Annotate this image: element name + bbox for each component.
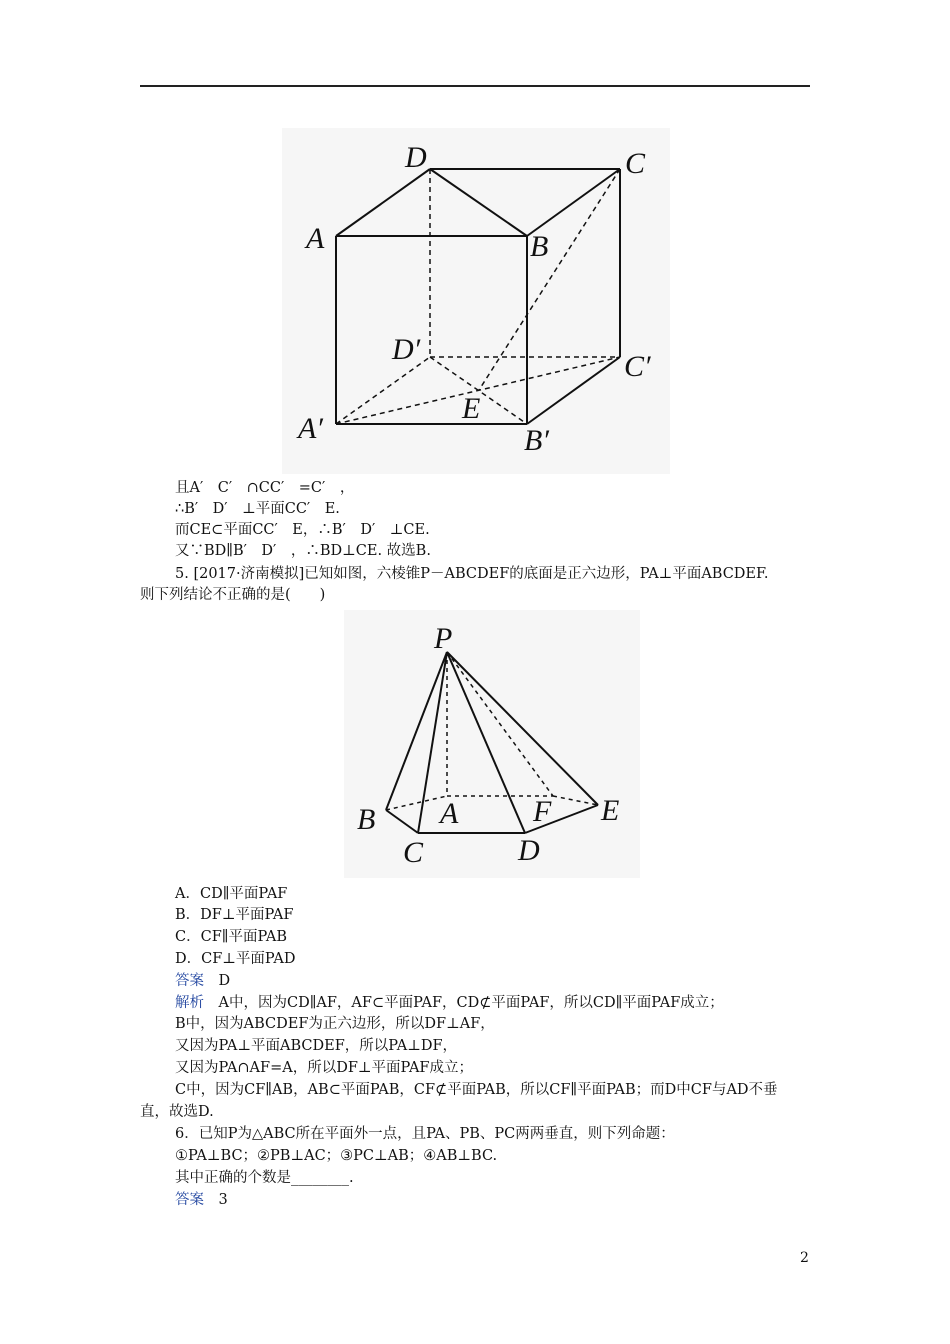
answer-label: 答案 <box>175 973 204 989</box>
cube-figure <box>282 128 670 474</box>
label-B: B <box>357 803 376 836</box>
label-P: P <box>434 622 453 655</box>
solution-line-4: 又∵BD∥B′ D′ ，∴BD⊥CE. 故选B. <box>175 543 431 559</box>
answer-label: 答案 <box>175 1192 204 1208</box>
question-5-line-1: 5. [2017·济南模拟]已知如图，六棱锥P－ABCDEF的底面是正六边形，PA⊥平面ABCDEF. <box>175 566 769 582</box>
question-6-line-2: ①PA⊥BC；②PB⊥AC；③PC⊥AB；④AB⊥BC. <box>175 1148 498 1164</box>
solution-line-1: 且A′ C′ ∩CC′ =C′ ， <box>175 480 355 496</box>
label-E: E <box>601 794 620 827</box>
answer-value: 3 <box>218 1192 228 1208</box>
question-6-line-1: 6．已知P为△ABC所在平面外一点，且PA、PB、PC两两垂直，则下列命题： <box>175 1126 675 1142</box>
option-d: D．CF⊥平面PAD <box>175 951 296 967</box>
label-A: A <box>440 797 459 830</box>
analysis-line-2: B中，因为ABCDEF为正六边形，所以DF⊥AF， <box>175 1016 495 1032</box>
label-C: C <box>403 836 424 869</box>
option-b: B．DF⊥平面PAF <box>175 907 294 923</box>
label-B: B <box>530 230 549 263</box>
analysis-line-3: 又因为PA⊥平面ABCDEF，所以PA⊥DF， <box>175 1038 458 1054</box>
analysis-line-1 <box>175 993 724 1014</box>
answer-5 <box>175 971 230 992</box>
label-C: C <box>625 147 646 180</box>
label-E: E <box>462 392 481 425</box>
label-F: F <box>533 795 552 828</box>
analysis-label: 解析 <box>175 995 204 1011</box>
label-C-prime: C′ <box>624 350 651 383</box>
question-6-line-3: 其中正确的个数是________. <box>175 1170 354 1186</box>
page-number: 2 <box>800 1250 809 1266</box>
label-A-prime: A′ <box>298 412 323 445</box>
solution-line-2: ∴B′ D′ ⊥平面CC′ E. <box>175 501 340 517</box>
header-rule <box>140 85 810 87</box>
label-D-prime: D′ <box>392 333 421 366</box>
option-c: C．CF∥平面PAB <box>175 929 287 945</box>
label-D: D <box>518 834 540 867</box>
label-B-prime: B′ <box>524 424 549 457</box>
pyramid-figure <box>344 610 640 878</box>
solution-line-3: 而CE⊂平面CC′ E，∴B′ D′ ⊥CE. <box>175 522 430 538</box>
analysis-line-6: 直，故选D. <box>140 1104 214 1120</box>
label-D: D <box>405 141 427 174</box>
answer-value: D <box>218 973 231 989</box>
answer-6 <box>175 1190 228 1211</box>
analysis-text: A中，因为CD∥AF，AF⊂平面PAF，CD⊄平面PAF，所以CD∥平面PAF成立； <box>204 995 724 1011</box>
question-5-line-2: 则下列结论不正确的是( ) <box>140 587 326 603</box>
label-A: A <box>306 222 325 255</box>
analysis-line-4: 又因为PA∩AF=A，所以DF⊥平面PAF成立； <box>175 1060 473 1076</box>
option-a: A．CD∥平面PAF <box>175 886 288 902</box>
analysis-line-5: C中，因为CF∥AB，AB⊂平面PAB，CF⊄平面PAB，所以CF∥平面PAB；而D中CF与AD不垂 <box>175 1082 778 1098</box>
